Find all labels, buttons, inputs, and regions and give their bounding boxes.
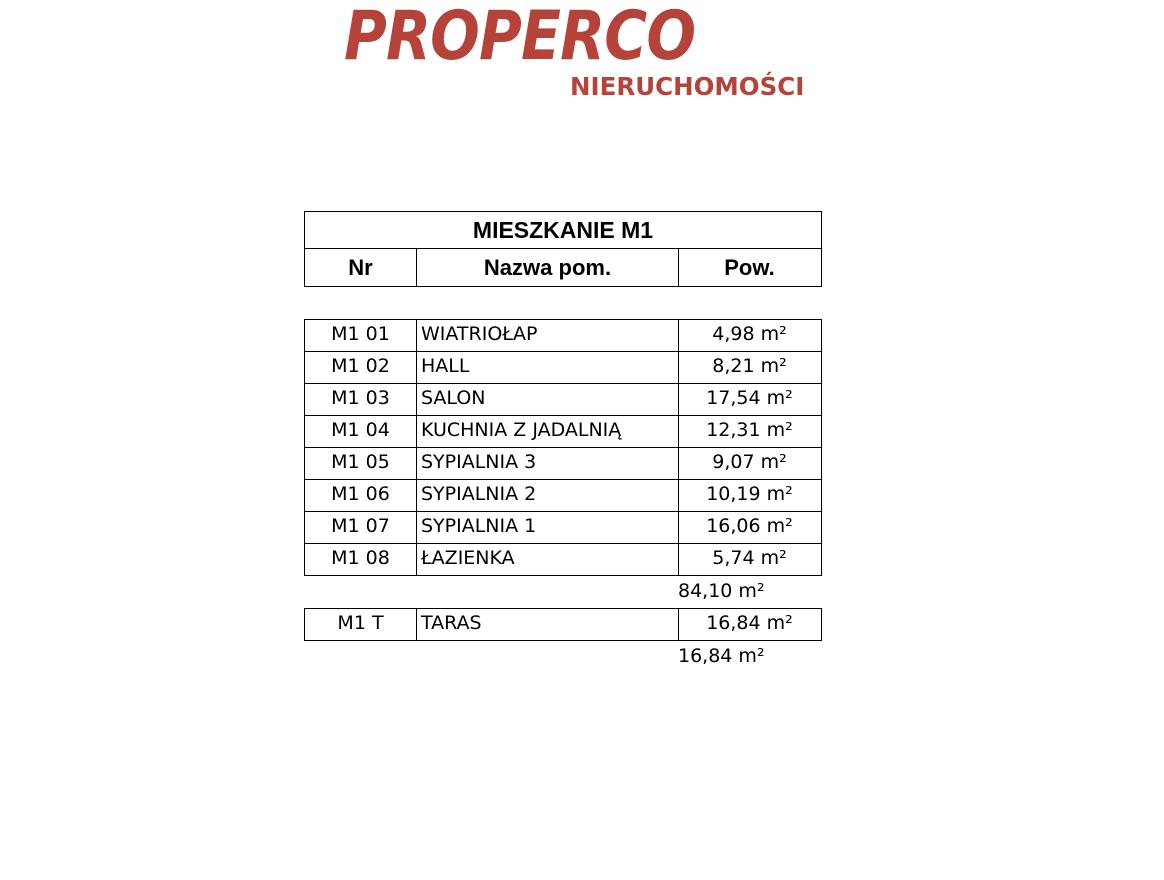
room-number: M1 03 [305,384,417,415]
room-number: M1 08 [305,544,417,575]
terrace-table [304,608,822,641]
room-number: M1 04 [305,416,417,447]
room-area-table [304,211,822,673]
table-row [305,511,821,543]
room-area: 4,98 m² [712,323,787,345]
room-number: M1 02 [305,352,417,383]
room-name: SYPIALNIA 2 [417,480,679,511]
room-area: 8,21 m² [712,355,787,377]
table-row [305,479,821,511]
room-number: M1 06 [305,480,417,511]
room-area: 16,84 m² [706,612,793,634]
terrace-total-row [304,641,822,673]
terrace-total: 16,84 m² [678,645,765,667]
room-number: M1 01 [305,320,417,351]
room-name: HALL [417,352,679,383]
rooms-total-row [304,576,822,608]
room-name: KUCHNIA Z JADALNIĄ [417,416,679,447]
room-area: 9,07 m² [712,451,787,473]
column-header-nr: Nr [305,249,417,286]
table-row [305,383,821,415]
room-number: M1 05 [305,448,417,479]
room-area: 12,31 m² [706,419,793,441]
room-number: M1 07 [305,512,417,543]
rooms-total: 84,10 m² [678,580,765,602]
table-title: MIESZKANIE M1 [305,212,821,249]
properco-logo [340,0,830,110]
table-row [305,351,821,383]
table-row [305,415,821,447]
column-header-name: Nazwa pom. [417,249,679,286]
table-row [305,609,821,640]
room-number: M1 T [305,609,417,640]
room-area: 5,74 m² [712,547,787,569]
room-name: WIATRIOŁAP [417,320,679,351]
column-header-area: Pow. [724,255,775,280]
table-row [305,320,821,351]
room-name: SALON [417,384,679,415]
logo-wordmark: PROPERCO [344,0,696,76]
logo-tagline: NIERUCHOMOŚCI [570,72,805,101]
table-row [305,447,821,479]
table-row [305,543,821,575]
room-name: TARAS [417,609,679,640]
room-area: 10,19 m² [706,483,793,505]
rooms-table [304,319,822,576]
room-area: 16,06 m² [706,515,793,537]
column-headers [305,249,821,286]
room-area: 17,54 m² [706,387,793,409]
room-name: ŁAZIENKA [417,544,679,575]
table-header [304,211,822,287]
room-name: SYPIALNIA 1 [417,512,679,543]
room-name: SYPIALNIA 3 [417,448,679,479]
